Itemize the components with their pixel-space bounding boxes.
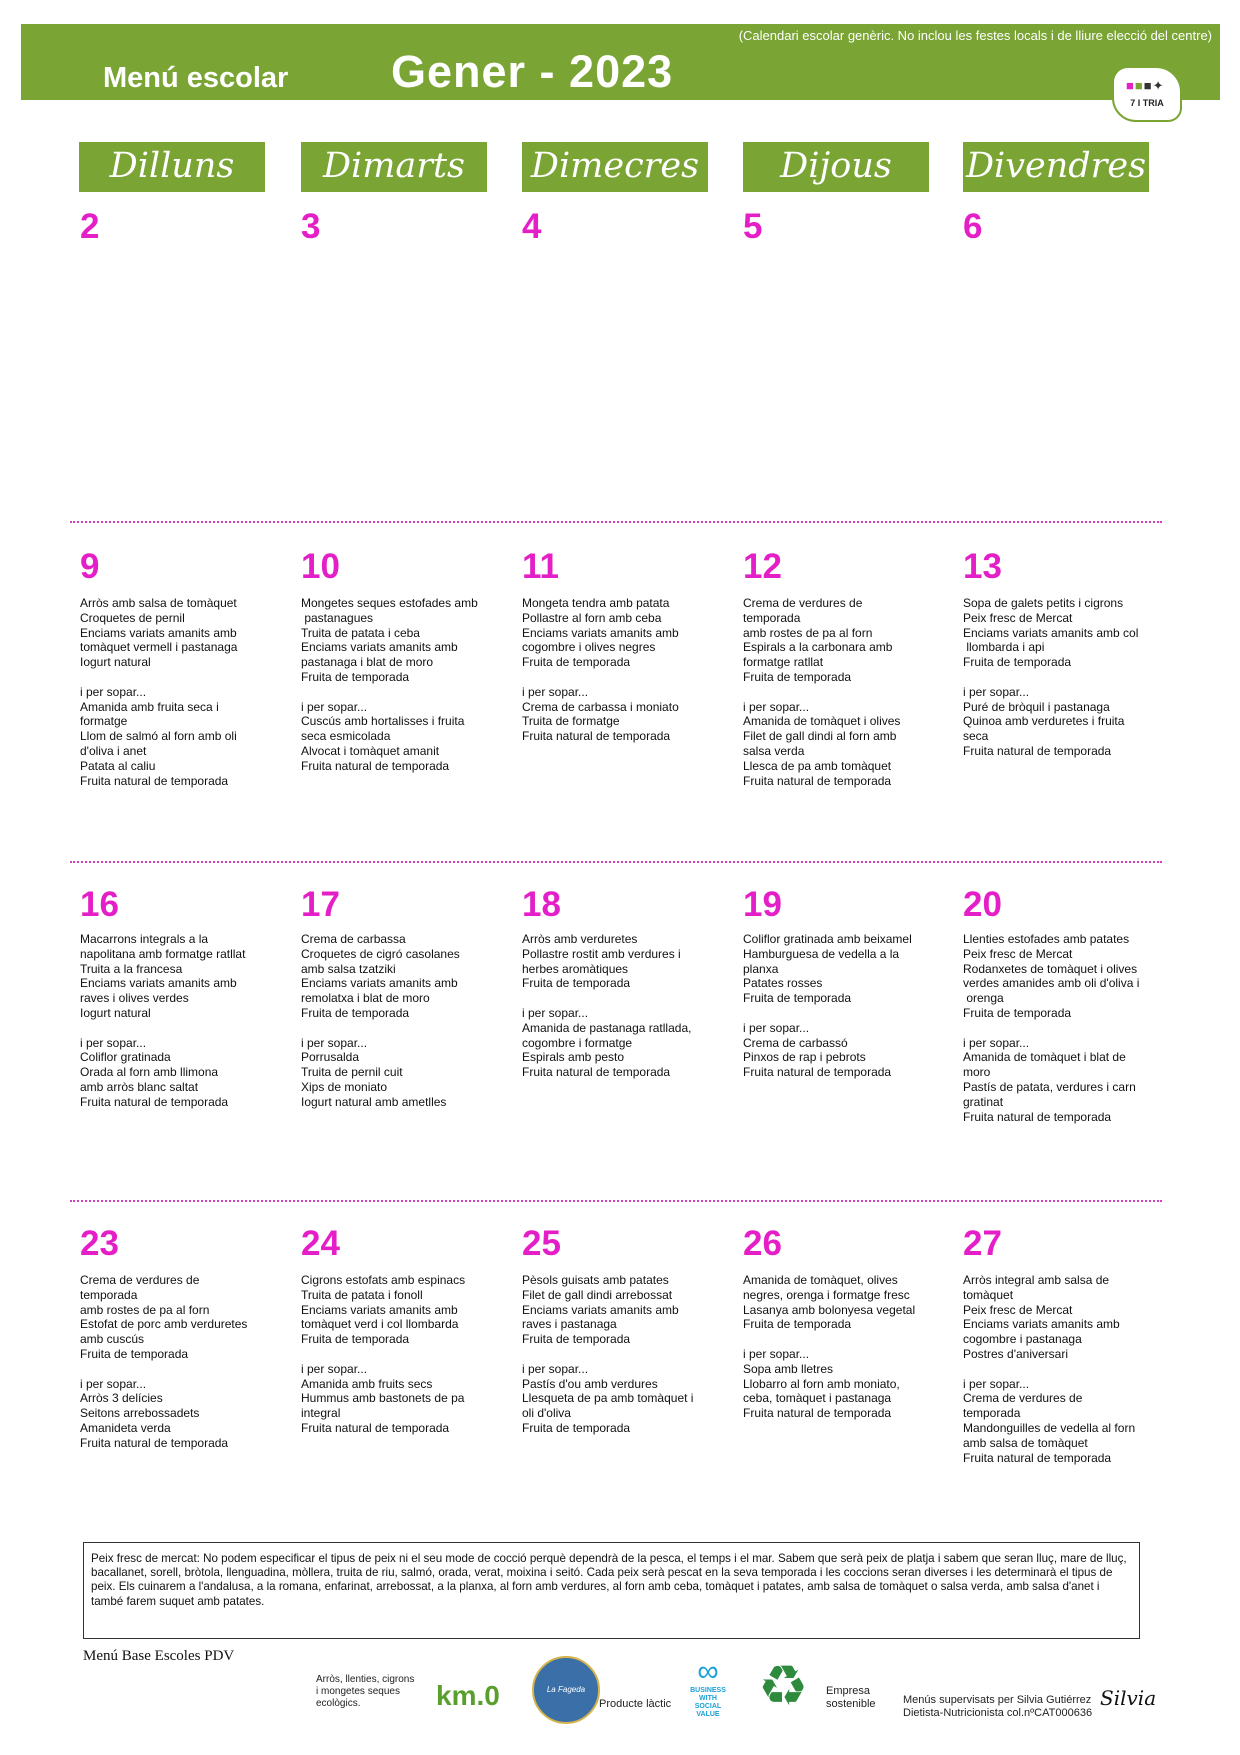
menu-line: Amanida de pastanaga ratllada, bbox=[522, 1020, 692, 1035]
menu-line: amb salsa de tomàquet bbox=[963, 1435, 1088, 1450]
menu-line: Patata al caliu bbox=[80, 758, 156, 773]
menu-line: Enciams variats amanits amb col bbox=[963, 625, 1139, 640]
menu-line: tomàquet verd i col llombarda bbox=[301, 1317, 459, 1332]
day-number: 23 bbox=[80, 1224, 119, 1263]
menu-line: Fruita natural de temporada bbox=[743, 1406, 892, 1421]
menu-line: i per sopar... bbox=[522, 684, 589, 699]
menu-line: Fruita natural de temporada bbox=[963, 743, 1112, 758]
menu-line: raves i pastanaga bbox=[522, 1317, 617, 1332]
menu-line: Fruita natural de temporada bbox=[963, 1109, 1112, 1124]
menu-line: Crema de verdures de bbox=[743, 596, 863, 610]
menu-line: Pastís d'ou amb verdures bbox=[522, 1376, 658, 1391]
day-number: 11 bbox=[522, 547, 559, 586]
menu-line: Fruita de temporada bbox=[522, 1420, 631, 1435]
menu-line: i per sopar... bbox=[80, 1376, 147, 1391]
menu-line: Iogurt natural amb ametlles bbox=[301, 1094, 447, 1109]
menu-line: Enciams variats amanits amb bbox=[301, 976, 458, 991]
menu-line bbox=[80, 1021, 258, 1036]
menu-line: Amanida de tomàquet i olives bbox=[743, 714, 901, 729]
menu-line: i per sopar... bbox=[743, 1020, 810, 1035]
menu-line: Fruita de temporada bbox=[522, 655, 631, 670]
day-number: 4 bbox=[522, 207, 542, 246]
menu-line: Crema de carbassa i moniato bbox=[522, 699, 679, 714]
menu-line: Pollastre rostit amb verdures i bbox=[522, 946, 681, 961]
menu-line: Fruita natural de temporada bbox=[80, 1435, 229, 1450]
menu-line: Peix fresc de Mercat bbox=[963, 610, 1073, 625]
supervision-note bbox=[903, 1694, 1092, 1720]
week-divider bbox=[70, 521, 1162, 523]
menu-line: Fruita de temporada bbox=[743, 669, 852, 684]
menu-line bbox=[80, 1362, 258, 1377]
menu-line: Peix fresc de Mercat bbox=[963, 946, 1073, 961]
menu-line bbox=[743, 685, 921, 700]
infinity-icon: ∞ bbox=[697, 1655, 719, 1688]
menu-line: Crema de verdures de bbox=[80, 1273, 200, 1287]
menu-line: amb cuscús bbox=[80, 1332, 145, 1347]
menu-line: Fruita natural de temporada bbox=[301, 1420, 450, 1435]
menu-line: Sopa de galets petits i cigrons bbox=[963, 596, 1124, 610]
menu-line: Llobarro al forn amb moniato, bbox=[743, 1376, 900, 1391]
menu-line: i per sopar... bbox=[743, 1346, 810, 1361]
menu-line: Espirals amb pesto bbox=[522, 1050, 625, 1065]
menu-line: Coliflor gratinada bbox=[80, 1050, 171, 1065]
bwsv-line: VALUE bbox=[696, 1711, 720, 1718]
menu-line: i per sopar... bbox=[301, 1361, 368, 1376]
bwsv-line: WITH bbox=[699, 1695, 717, 1702]
menu-line: i per sopar... bbox=[963, 684, 1030, 699]
day-number: 19 bbox=[743, 885, 782, 924]
menu-line: napolitana amb formatge ratllat bbox=[80, 946, 246, 961]
menu-line: herbes aromàtiques bbox=[522, 961, 629, 976]
menu-line bbox=[301, 685, 479, 700]
day-menu bbox=[963, 932, 1141, 1124]
menu-line: i per sopar... bbox=[963, 1035, 1030, 1050]
menu-line: Sopa amb lletres bbox=[743, 1361, 834, 1376]
dairy-product-label: Producte làctic bbox=[599, 1698, 672, 1710]
menu-line: planxa bbox=[743, 961, 779, 976]
menu-line: Pastís de patata, verdures i carn bbox=[963, 1079, 1136, 1094]
weekday-header-dimarts: Dimarts bbox=[301, 142, 487, 192]
logo-icon: ■■■✦ bbox=[1126, 78, 1165, 93]
menu-line: Fruita natural de temporada bbox=[522, 1065, 671, 1080]
sustainable-line: sostenible bbox=[826, 1698, 876, 1710]
eco-line: Arròs, llenties, cigrons bbox=[316, 1674, 415, 1685]
day-menu bbox=[743, 1273, 921, 1421]
menu-line: oli d'oliva bbox=[522, 1406, 571, 1421]
day-number: 3 bbox=[301, 207, 321, 246]
day-menu bbox=[301, 596, 479, 774]
week-divider bbox=[70, 1200, 1162, 1202]
km0-logo: km.0 bbox=[436, 1680, 500, 1711]
menu-line bbox=[743, 1006, 921, 1021]
menu-line: i per sopar... bbox=[963, 1376, 1030, 1391]
menu-line: Pollastre al forn amb ceba bbox=[522, 610, 662, 625]
menu-line: i per sopar... bbox=[743, 699, 810, 714]
day-number: 16 bbox=[80, 885, 119, 924]
menu-line: d'oliva i anet bbox=[80, 743, 147, 758]
menu-line: Amanida amb fruita seca i bbox=[80, 699, 219, 714]
day-menu bbox=[301, 932, 479, 1110]
menu-line: integral bbox=[301, 1406, 341, 1421]
menu-line: Fruita de temporada bbox=[743, 1317, 852, 1332]
brand-logo bbox=[1112, 66, 1182, 122]
menu-line: amb rostes de pa al forn bbox=[743, 625, 873, 640]
menu-line: Peix fresc de Mercat bbox=[963, 1302, 1073, 1317]
menu-line: Amanida de tomàquet, olives bbox=[743, 1273, 898, 1287]
menu-line: gratinat bbox=[963, 1094, 1004, 1109]
menu-line: Xips de moniato bbox=[301, 1079, 388, 1094]
menu-line: Patates rosses bbox=[743, 976, 823, 991]
menu-line: orenga bbox=[963, 991, 1004, 1006]
menu-line: Fruita natural de temporada bbox=[522, 729, 671, 744]
page-title: Menú escolar bbox=[103, 62, 289, 94]
day-number: 13 bbox=[963, 547, 1002, 586]
eco-legumes-note bbox=[316, 1674, 414, 1710]
day-number: 9 bbox=[80, 547, 100, 586]
menu-line: Estofat de porc amb verduretes bbox=[80, 1317, 248, 1332]
menu-line: Fruita de temporada bbox=[743, 991, 852, 1006]
menu-line: Espirals a la carbonara amb bbox=[743, 640, 893, 655]
day-menu bbox=[80, 596, 258, 788]
menu-line: Crema de carbassó bbox=[743, 1035, 848, 1050]
menu-line: Croquetes de cigró casolanes bbox=[301, 946, 460, 961]
menu-line: Cigrons estofats amb espinacs bbox=[301, 1273, 466, 1287]
menu-line: Llenties estofades amb patates bbox=[963, 932, 1130, 946]
day-number: 5 bbox=[743, 207, 763, 246]
day-number: 6 bbox=[963, 207, 983, 246]
menu-line: Fruita natural de temporada bbox=[80, 1094, 229, 1109]
menu-line: i per sopar... bbox=[80, 684, 147, 699]
day-menu bbox=[522, 596, 700, 744]
menu-line: Croquetes de pernil bbox=[80, 610, 185, 625]
menu-line: Fruita de temporada bbox=[963, 655, 1072, 670]
menu-line: Fruita de temporada bbox=[80, 1346, 189, 1361]
menu-line: Enciams variats amanits amb bbox=[522, 625, 679, 640]
menu-line: formatge bbox=[80, 714, 128, 729]
menu-line: Fruita de temporada bbox=[522, 976, 631, 991]
fish-footnote: Peix fresc de mercat: No podem especificar el tipus de peix ni el seu mode de cocció perquè dependrà de la pesca, el temps i el mar. Sabem que serà peix de platja i sabem que seran lluç, mare de lluç, bacallanet, sorell, bròtola, llenguadina, mòllera, truita de riu, salmó, orada, verat, moixina i seitó. Cada peix serà pescat en la seva temporada i les coccions seran diverses i les determinarà el tipus de peix. Els cuinarem a l'andalusa, a la romana, enfarinat, arrebossat, a la planxa, al forn amb verdures, al forn amb ceba, tomàquet i patates, amb salsa de tomàquet o salsa verda, amb salsa d'anet i també farem suquet amb patates. bbox=[83, 1542, 1140, 1639]
menu-line bbox=[522, 1347, 700, 1362]
menu-base-name: Menú Base Escoles PDV bbox=[83, 1648, 235, 1664]
menu-line: Macarrons integrals a la bbox=[80, 932, 209, 946]
menu-line bbox=[522, 670, 700, 685]
weekday-header-dilluns: Dilluns bbox=[79, 142, 265, 192]
day-menu bbox=[522, 1273, 700, 1436]
menu-line: Fruita natural de temporada bbox=[301, 758, 450, 773]
sustainable-company-label bbox=[826, 1685, 876, 1711]
menu-line: Postres d'aniversari bbox=[963, 1346, 1068, 1361]
fageda-badge-logo: La Fageda bbox=[532, 1656, 600, 1724]
menu-line: Fruita natural de temporada bbox=[743, 1065, 892, 1080]
menu-line: Porrusalda bbox=[301, 1050, 360, 1065]
menu-line: temporada bbox=[963, 1406, 1021, 1421]
supervision-line: Menús supervisats per Silvia Gutiérrez bbox=[903, 1694, 1092, 1706]
menu-line: Enciams variats amanits amb bbox=[301, 640, 458, 655]
menu-line: cogombre i pastanaga bbox=[963, 1332, 1082, 1347]
day-number: 26 bbox=[743, 1224, 782, 1263]
menu-line: Crema de carbassa bbox=[301, 932, 406, 946]
day-menu bbox=[743, 596, 921, 788]
menu-line: Amanida amb fruits secs bbox=[301, 1376, 433, 1391]
day-number: 20 bbox=[963, 885, 1002, 924]
menu-line: Fruita de temporada bbox=[522, 1332, 631, 1347]
day-menu bbox=[80, 932, 258, 1110]
month-year-title: Gener - 2023 bbox=[391, 46, 674, 97]
menu-line: raves i olives verdes bbox=[80, 991, 189, 1006]
weekday-header-dimecres: Dimecres bbox=[522, 142, 708, 192]
menu-line: Arròs integral amb salsa de bbox=[963, 1273, 1110, 1287]
day-menu bbox=[743, 932, 921, 1080]
menu-line: Arròs amb verduretes bbox=[522, 932, 638, 946]
menu-line: formatge ratllat bbox=[743, 655, 824, 670]
menu-line: Alvocat i tomàquet amanit bbox=[301, 743, 440, 758]
menu-line: Truita de patata i fonoll bbox=[301, 1287, 423, 1302]
menu-line: seca bbox=[963, 729, 989, 744]
menu-line: Amanideta verda bbox=[80, 1420, 171, 1435]
eco-line: ecològics. bbox=[316, 1698, 361, 1709]
day-number: 2 bbox=[80, 207, 100, 246]
menu-line: Truita a la francesa bbox=[80, 961, 183, 976]
handwritten-signature: Silvia bbox=[1100, 1686, 1157, 1710]
menu-line: Fruita natural de temporada bbox=[743, 773, 892, 788]
menu-line: Mongeta tendra amb patata bbox=[522, 596, 670, 610]
weekday-header-divendres: Divendres bbox=[963, 142, 1149, 192]
menu-line: Fruita de temporada bbox=[301, 1005, 410, 1020]
menu-line: Enciams variats amanits amb bbox=[301, 1302, 458, 1317]
menu-line: llombarda i api bbox=[963, 640, 1045, 655]
menu-line bbox=[80, 670, 258, 685]
menu-line: Enciams variats amanits amb bbox=[80, 976, 237, 991]
menu-line: Filet de gall dindi arrebossat bbox=[522, 1287, 673, 1302]
menu-line: amb salsa tzatziki bbox=[301, 961, 396, 976]
menu-line: Puré de bròquil i pastanaga bbox=[963, 699, 1110, 714]
day-number: 10 bbox=[301, 547, 340, 586]
menu-line: Pèsols guisats amb patates bbox=[522, 1273, 669, 1287]
day-menu bbox=[80, 1273, 258, 1451]
day-number: 27 bbox=[963, 1224, 1002, 1263]
menu-line: Fruita de temporada bbox=[963, 1005, 1072, 1020]
menu-line: i per sopar... bbox=[522, 1005, 589, 1020]
menu-line: seca esmicolada bbox=[301, 729, 391, 744]
menu-line: temporada bbox=[743, 610, 801, 625]
day-menu bbox=[522, 932, 700, 1080]
menu-line: Llom de salmó al forn amb oli bbox=[80, 729, 237, 744]
menu-line: Orada al forn amb llimona bbox=[80, 1065, 219, 1080]
recycle-icon: ♻ bbox=[758, 1654, 809, 1717]
menu-line: Quinoa amb verduretes i fruita bbox=[963, 714, 1125, 729]
menu-line: tomàquet bbox=[963, 1287, 1014, 1302]
menu-line: Iogurt natural bbox=[80, 1005, 151, 1020]
menu-line: Mandonguilles de vedella al forn bbox=[963, 1420, 1136, 1435]
menu-line: Enciams variats amanits amb bbox=[963, 1317, 1120, 1332]
menu-line bbox=[743, 1332, 921, 1347]
menu-line: verdes amanides amb oli d'oliva i bbox=[963, 976, 1140, 991]
day-number: 25 bbox=[522, 1224, 561, 1263]
menu-line: Pinxos de rap i pebrots bbox=[743, 1050, 866, 1065]
logo-text: 7 I TRIA bbox=[1130, 98, 1164, 108]
menu-line: Rodanxetes de tomàquet i olives bbox=[963, 961, 1138, 976]
menu-line: Coliflor gratinada amb beixamel bbox=[743, 932, 912, 946]
menu-line: remolatxa i blat de moro bbox=[301, 991, 430, 1006]
sustainable-line: Empresa bbox=[826, 1685, 871, 1697]
menu-line: Hamburguesa de vedella a la bbox=[743, 946, 900, 961]
weekday-header-dijous: Dijous bbox=[743, 142, 929, 192]
day-number: 12 bbox=[743, 547, 782, 586]
eco-line: i mongetes seques bbox=[316, 1686, 400, 1697]
day-menu bbox=[301, 1273, 479, 1436]
menu-line: Seitons arrebossadets bbox=[80, 1406, 200, 1421]
supervision-line: Dietista-Nutricionista col.nºCAT000636 bbox=[903, 1707, 1093, 1719]
menu-line: cogombre i olives negres bbox=[522, 640, 656, 655]
menu-line: Mongetes seques estofades amb bbox=[301, 596, 478, 610]
menu-line bbox=[301, 1347, 479, 1362]
menu-line: Truita de pernil cuit bbox=[301, 1065, 403, 1080]
menu-line: moro bbox=[963, 1065, 991, 1080]
menu-line: i per sopar... bbox=[301, 1035, 368, 1050]
menu-line: tomàquet vermell i pastanaga bbox=[80, 640, 238, 655]
menu-line: Fruita de temporada bbox=[301, 669, 410, 684]
menu-line: Amanida de tomàquet i blat de bbox=[963, 1050, 1126, 1065]
menu-line: pastanagues bbox=[301, 610, 374, 625]
header-banner bbox=[21, 24, 1220, 100]
menu-line: Enciams variats amanits amb bbox=[80, 625, 237, 640]
menu-line: Crema de verdures de bbox=[963, 1391, 1083, 1406]
menu-line: Hummus amb bastonets de pa bbox=[301, 1391, 465, 1406]
menu-line bbox=[963, 670, 1141, 685]
day-menu bbox=[963, 596, 1141, 759]
day-number: 18 bbox=[522, 885, 561, 924]
menu-line: Lasanya amb bolonyesa vegetal bbox=[743, 1302, 916, 1317]
business-social-value-logo bbox=[680, 1657, 736, 1719]
menu-line: Arròs 3 delícies bbox=[80, 1391, 163, 1406]
menu-line: cogombre i formatge bbox=[522, 1035, 633, 1050]
menu-line: amb arròs blanc saltat bbox=[80, 1079, 199, 1094]
menu-line: Filet de gall dindi al forn amb bbox=[743, 729, 897, 744]
menu-line: ceba, tomàquet i pastanaga bbox=[743, 1391, 892, 1406]
bwsv-line: BUSINESS bbox=[690, 1687, 726, 1694]
menu-line: Cuscús amb hortalisses i fruita bbox=[301, 714, 465, 729]
menu-line: Fruita natural de temporada bbox=[80, 773, 229, 788]
menu-line: Llesqueta de pa amb tomàquet i bbox=[522, 1391, 694, 1406]
bwsv-line: SOCIAL bbox=[694, 1703, 722, 1710]
menu-line: Arròs amb salsa de tomàquet bbox=[80, 596, 237, 610]
menu-line bbox=[963, 1362, 1141, 1377]
calendar-note: (Calendari escolar genèric. No inclou les festes locals i de lliure elecció del centre) bbox=[738, 28, 1212, 43]
menu-line: Fruita de temporada bbox=[301, 1332, 410, 1347]
menu-line: Truita de formatge bbox=[522, 714, 620, 729]
day-number: 24 bbox=[301, 1224, 340, 1263]
menu-line: i per sopar... bbox=[301, 699, 368, 714]
menu-line: Fruita natural de temporada bbox=[963, 1450, 1112, 1465]
menu-line: i per sopar... bbox=[80, 1035, 147, 1050]
menu-line bbox=[522, 991, 700, 1006]
menu-line: temporada bbox=[80, 1287, 138, 1302]
menu-line: amb rostes de pa al forn bbox=[80, 1302, 210, 1317]
menu-line bbox=[963, 1021, 1141, 1036]
week-divider bbox=[70, 861, 1162, 863]
menu-line: i per sopar... bbox=[522, 1361, 589, 1376]
menu-line: salsa verda bbox=[743, 743, 805, 758]
day-menu bbox=[963, 1273, 1141, 1465]
menu-line: Llesca de pa amb tomàquet bbox=[743, 758, 892, 773]
menu-line: Enciams variats amanits amb bbox=[522, 1302, 679, 1317]
menu-line: Iogurt natural bbox=[80, 655, 151, 670]
menu-line: pastanaga i blat de moro bbox=[301, 655, 434, 670]
menu-line: Truita de patata i ceba bbox=[301, 625, 420, 640]
menu-line: negres, orenga i formatge fresc bbox=[743, 1287, 910, 1302]
menu-line bbox=[301, 1021, 479, 1036]
day-number: 17 bbox=[301, 885, 340, 924]
